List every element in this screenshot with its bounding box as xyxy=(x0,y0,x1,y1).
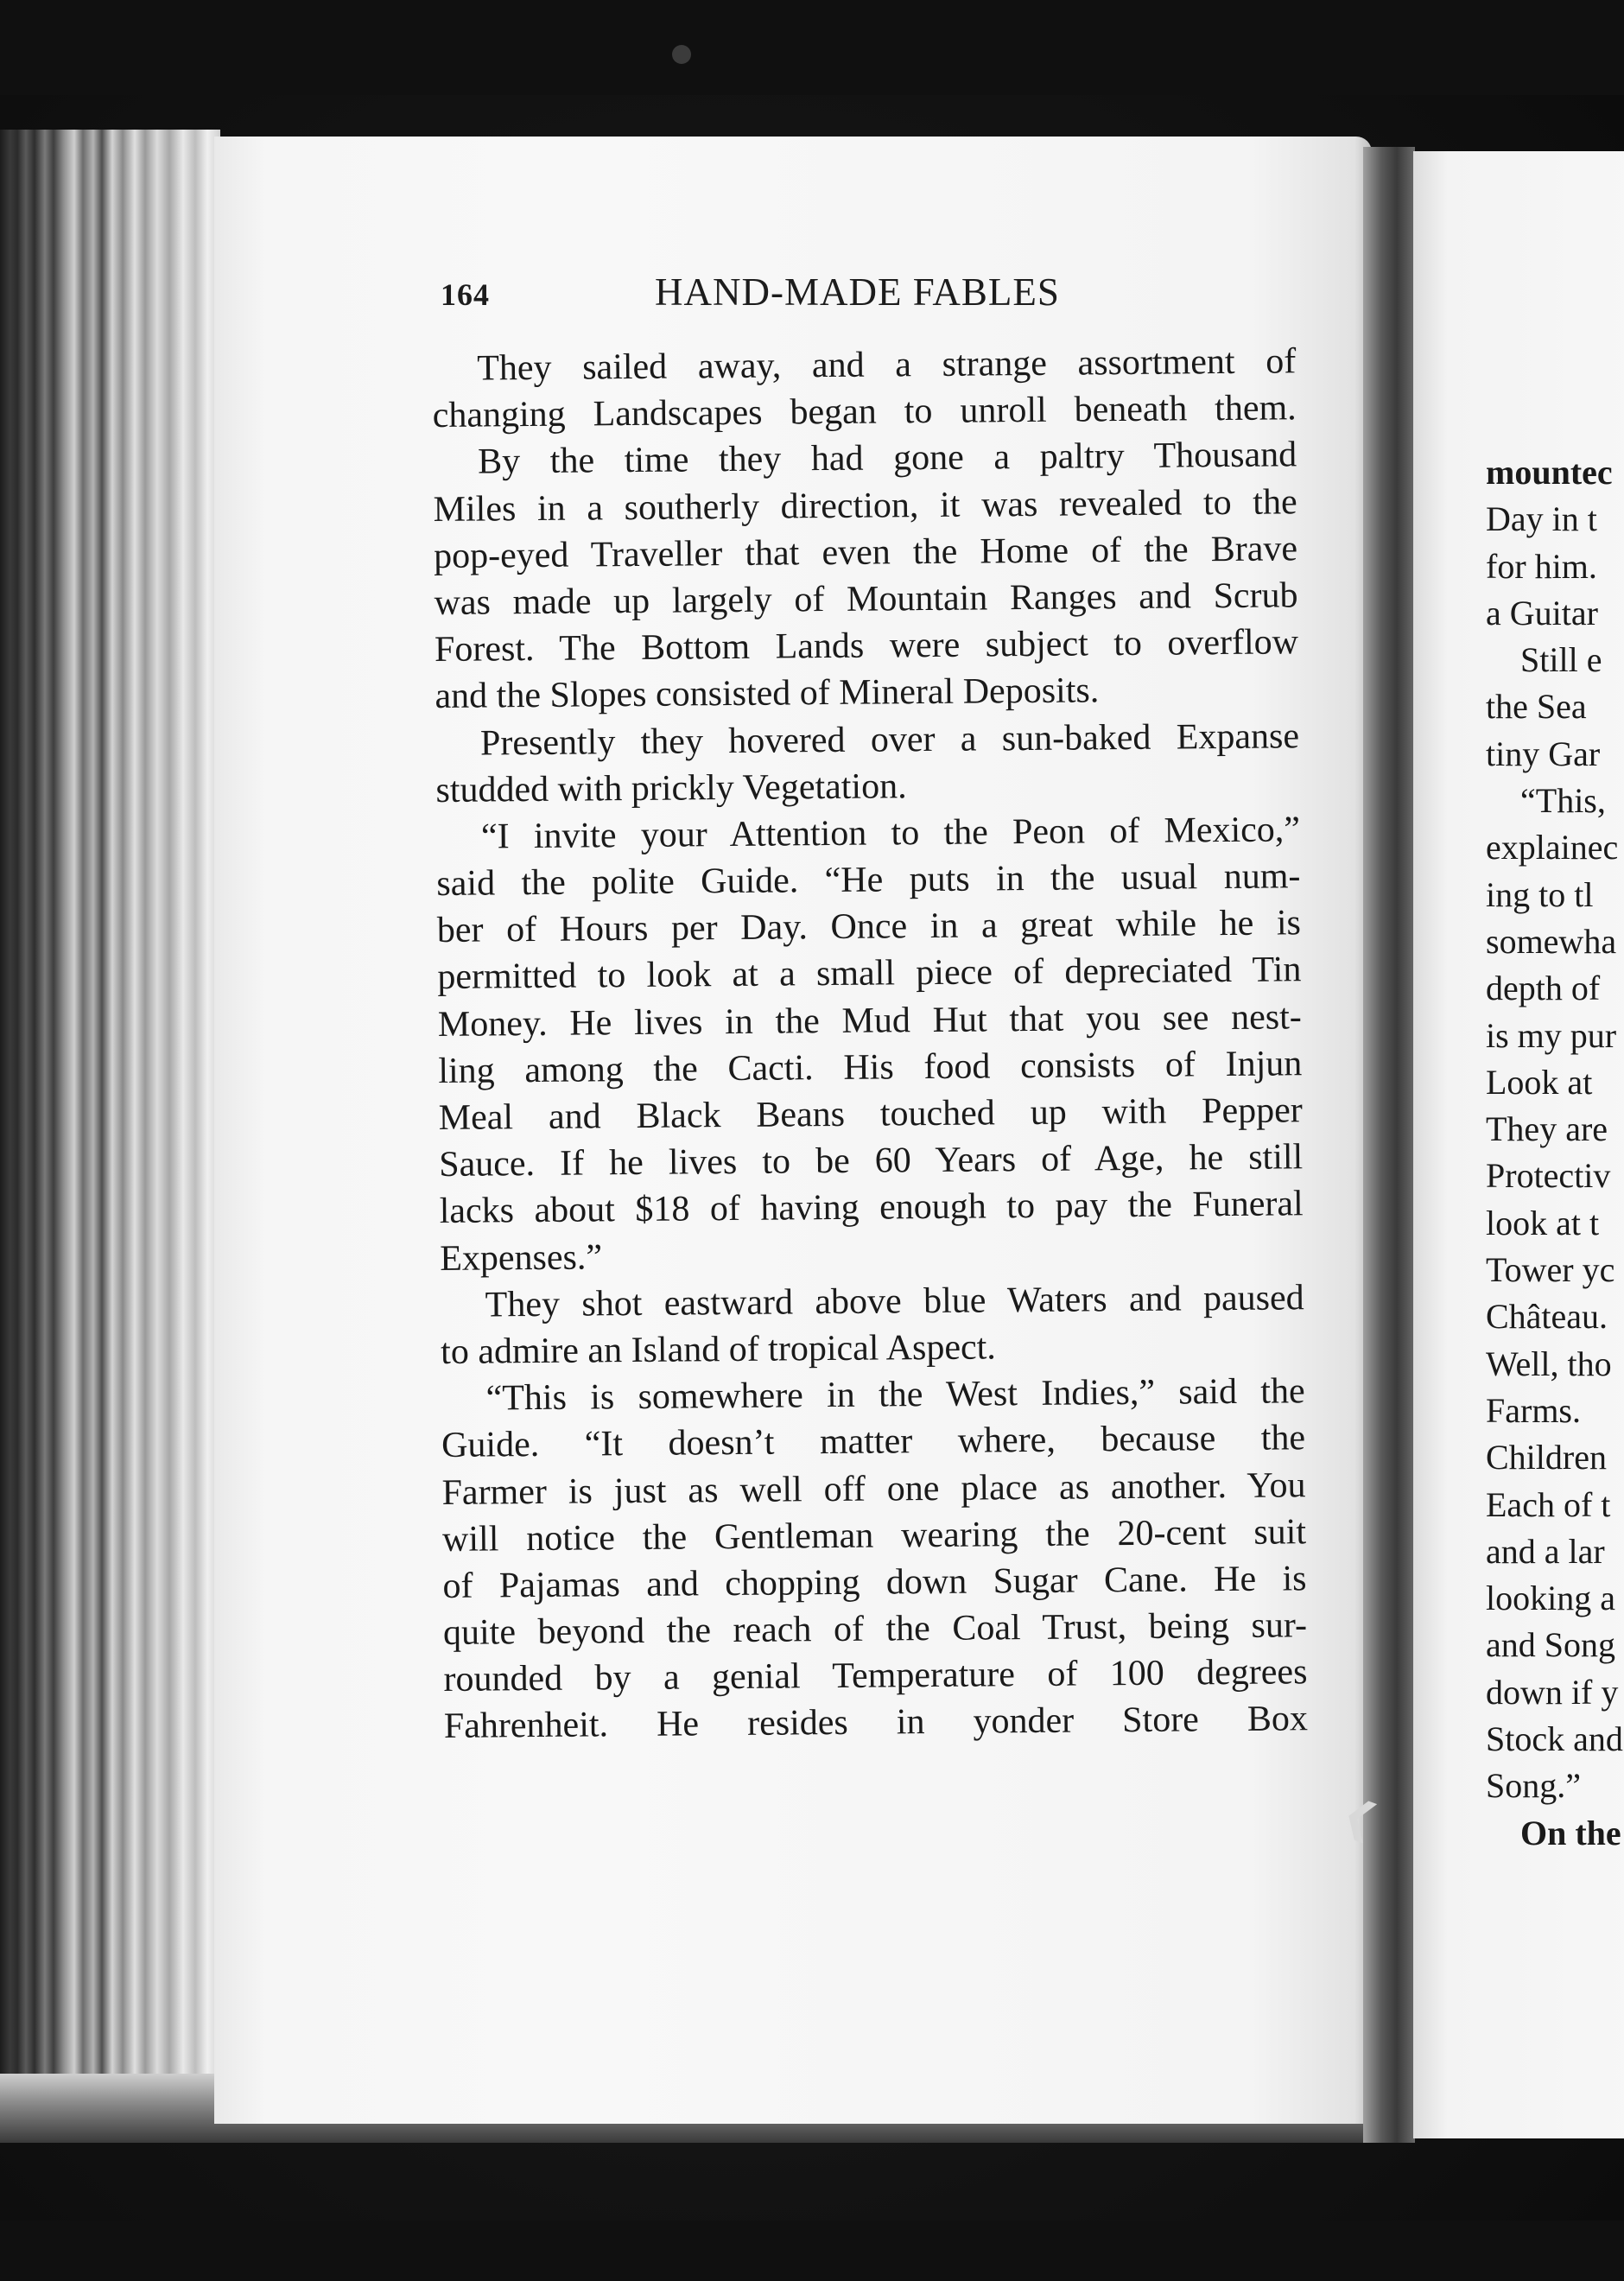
text-line: is my pur xyxy=(1486,1015,1617,1055)
text-line: By the time they had gone a paltry Thousand xyxy=(477,435,1297,482)
text-line: lacks about $18 of having enough to pay the Funeral xyxy=(439,1184,1304,1232)
text-line: Song.” xyxy=(1486,1766,1581,1806)
text-line: quite beyond the reach of the Coal Trust, being sur- xyxy=(442,1605,1308,1654)
text-line: Sauce. If he lives to be 60 Years of Age, he still xyxy=(439,1137,1304,1185)
text-line: Still e xyxy=(1520,640,1602,680)
text-line: Children xyxy=(1486,1438,1607,1477)
text-line: and Song xyxy=(1486,1625,1615,1665)
page-edges-left xyxy=(0,130,220,2125)
text-line: On the xyxy=(1520,1813,1621,1852)
text-line: to admire an Island of tropical Aspect. xyxy=(440,1327,996,1372)
text-line: Fahrenheit. He resides in yonder Store Box xyxy=(443,1699,1309,1747)
text-line: “This is somewhere in the West Indies,” said the xyxy=(485,1371,1305,1419)
text-line: was made up largely of Mountain Ranges and Scrub xyxy=(434,575,1298,623)
book-title: HAND-MADE FABLES xyxy=(655,270,1060,314)
gutter-mark-icon: ❮ xyxy=(1335,1788,1386,1846)
text-line: pop-eyed Traveller that even the Home of the Brave xyxy=(433,529,1298,576)
text-line: down if y xyxy=(1486,1672,1619,1712)
text-line: Guide. “It doesn’t matter where, because the xyxy=(441,1418,1306,1466)
text-line: ling among the Cacti. His food consists of Injun xyxy=(438,1044,1303,1091)
text-line: Money. He lives in the Mud Hut that you see nest- xyxy=(437,996,1303,1045)
text-line: and a lar xyxy=(1486,1531,1605,1571)
right-page-text xyxy=(1486,449,1624,1857)
text-line: somewha xyxy=(1486,921,1617,961)
text-line: Forest. The Bottom Lands were subject to overflow xyxy=(434,622,1299,670)
text-line: Farmer is just as well off one place as another. You xyxy=(441,1465,1306,1513)
text-line: Day in t xyxy=(1486,499,1597,539)
scan-mark xyxy=(672,45,691,64)
text-line: will notice the Gentleman wearing the 20-cent suit xyxy=(441,1511,1307,1560)
text-line: ber of Hours per Day. Once in a great while he is xyxy=(436,903,1302,951)
text-line: studded with prickly Vegetation. xyxy=(435,766,907,810)
text-line: and the Slopes consisted of Mineral Deposits. xyxy=(435,670,1100,717)
text-line: “This, xyxy=(1520,781,1606,821)
text-line: Stock and xyxy=(1486,1719,1623,1759)
text-line: for him. xyxy=(1486,546,1597,586)
text-line: They shot eastward above blue Waters and paused xyxy=(485,1277,1304,1325)
text-line: tiny Gar xyxy=(1486,734,1601,773)
text-line: explainec xyxy=(1486,828,1619,867)
text-line: Château. xyxy=(1486,1297,1608,1337)
text-line: rounded by a genial Temperature of 100 degrees xyxy=(443,1652,1308,1700)
text-line: Protectiv xyxy=(1486,1156,1611,1196)
text-line: They are xyxy=(1486,1109,1608,1149)
text-line: Expenses.” xyxy=(440,1236,603,1279)
page-number: 164 xyxy=(441,277,490,312)
running-head xyxy=(441,270,1304,315)
text-line: Tower yc xyxy=(1486,1250,1615,1290)
text-line: the Sea xyxy=(1486,687,1587,727)
text-line: said the polite Guide. “He puts in the usual num- xyxy=(436,856,1301,905)
text-line: depth of xyxy=(1486,969,1601,1008)
text-line: Presently they hovered over a sun-baked Expanse xyxy=(479,715,1300,764)
text-line: mountec xyxy=(1486,453,1613,492)
text-line: look at t xyxy=(1486,1203,1600,1242)
text-line: a Guitar xyxy=(1486,593,1598,632)
left-page-text xyxy=(432,338,1308,1750)
text-line: Farms. xyxy=(1486,1390,1581,1430)
text-line: looking a xyxy=(1486,1579,1615,1618)
text-line: changing Landscapes began to unroll beneath them. xyxy=(432,388,1297,436)
text-line: permitted to look at a small piece of depreciated Tin xyxy=(437,950,1302,998)
book-gutter xyxy=(1363,147,1415,2143)
text-line: of Pajamas and chopping down Sugar Cane. He is xyxy=(442,1559,1307,1606)
text-line: Well, tho xyxy=(1486,1344,1612,1383)
text-line: They sailed away, and a strange assortment of xyxy=(477,341,1297,389)
text-line: “I invite your Attention to the Peon of Mexico,” xyxy=(480,810,1301,857)
text-line: Each of t xyxy=(1486,1484,1611,1524)
text-line: Miles in a southerly direction, it was revealed to the xyxy=(433,481,1297,530)
text-line: Look at xyxy=(1486,1062,1593,1102)
text-line: ing to tl xyxy=(1486,874,1594,914)
text-line: Meal and Black Beans touched up with Pepper xyxy=(438,1090,1303,1138)
